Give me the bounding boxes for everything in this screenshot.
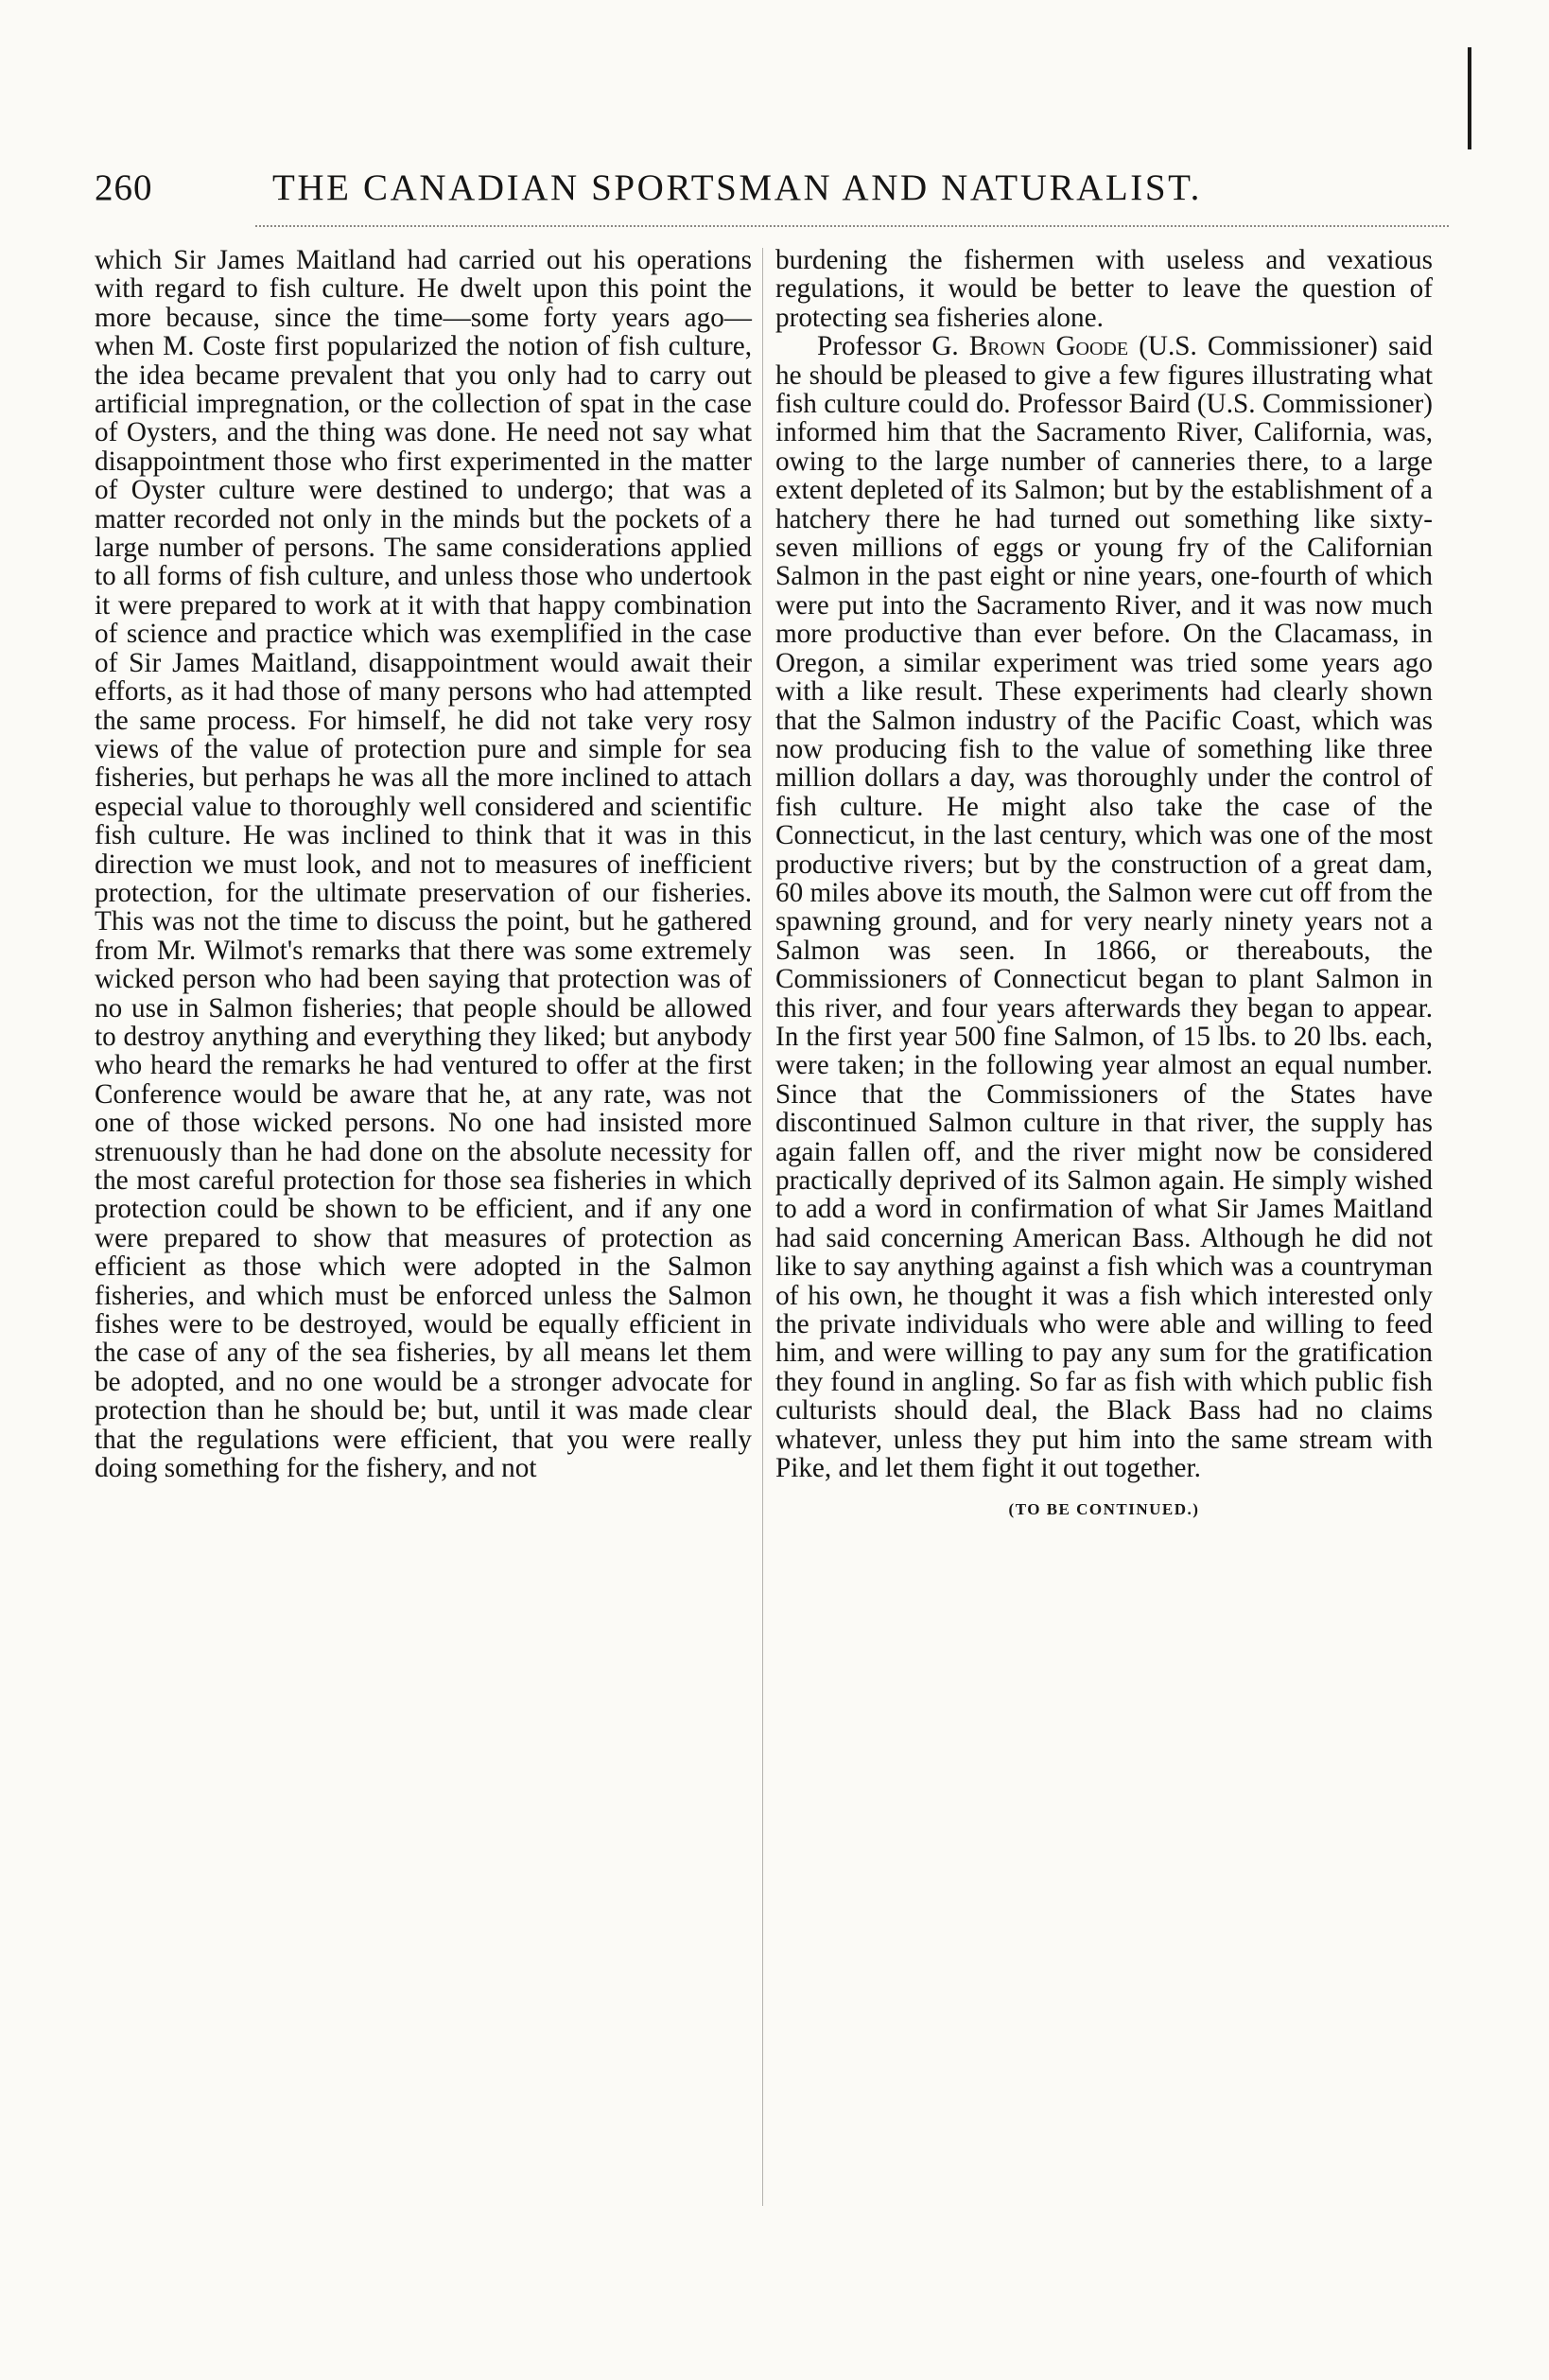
continued-notice: (TO BE CONTINUED.) bbox=[1008, 1500, 1200, 1519]
page-number: 260 bbox=[95, 167, 153, 208]
left-column bbox=[95, 246, 752, 1482]
left-paragraph-1: which Sir James Maitland had carried out his operations with regard to fish culture. He dwelt upon this point the more because, since the time—some forty years ago—when M. Coste first popularized the notion of fish culture, the idea became prevalent that you only had to carry out artificial impregnation, or the collection of spat in the case of Oysters, and the thing was done. He need not say what disappointment those who first experimented in the matter of Oyster culture were destined to undergo; that was a matter recorded not only in the minds but the pockets of a large number of persons. The same considerations applied to all forms of fish culture, and unless those who undertook it were prepared to work at it with that happy combination of science and practice which was exemplified in the case of Sir James Maitland, disappointment would await their efforts, as it had those of many persons who had attempted the same process. For himself, he did not take very rosy views of the value of protection pure and simple for sea fisheries, but perhaps he was all the more inclined to attach especial value to thoroughly well considered and scientific fish culture. He was inclined to think that it was in this direction we must look, and not to measures of inefficient protection, for the ultimate preservation of our fisheries. This was not the time to discuss the point, but he gathered from Mr. Wilmot's remarks that there was some extremely wicked person who had been saying that protection was of no use in Salmon fisheries; that people should be allowed to destroy anything and everything they liked; but anybody who heard the remarks he had ventured to offer at the first Conference would be aware that he, at any rate, was not one of those wicked persons. No one had insisted more strenuously than he had done on the absolute necessity for the most careful protection for those sea fisheries in which protection could be shown to be efficient, and if any one were prepared to show that measures of protection as efficient as those which were adopted in the Salmon fisheries, and which must be enforced unless the Salmon fishes were to be destroyed, would be equally efficient in the case of any of the sea fisheries, by all means let them be adopted, and no one would be a stronger advocate for protection than he should be; but, until it was made clear that the regulations were efficient, that you were really doing something for the fishery, and not bbox=[95, 245, 752, 1484]
right-paragraph-2 bbox=[775, 332, 1433, 1482]
right-column bbox=[775, 246, 1433, 1525]
column-divider bbox=[762, 248, 763, 2206]
running-header bbox=[95, 166, 1447, 214]
right-paragraph-1: burdening the fishermen with useless and vexatious regulations, it would be better to leave the question of protecting sea fisheries alone. bbox=[775, 245, 1433, 333]
page-edge-mark bbox=[1468, 47, 1471, 149]
header-rule bbox=[255, 225, 1449, 227]
journal-title: THE CANADIAN SPORTSMAN AND NATURALIST. bbox=[272, 167, 1203, 208]
speaker-prefix: Professor G. bbox=[817, 331, 969, 362]
right-paragraph-2-body: (U.S. Commissioner) said he should be pleased to give a few figures illustrating what fish culture could do. Professor Baird (U.S. Commissioner) informed him that the Sacramento River, California, was, owing to the large number of canneries there, to a large extent depleted of its Salmon; but by the establishment of a hatchery there he had turned out something like sixty-seven millions of eggs or young fry of the Californian Salmon in the past eight or nine years, one-fourth of which were put into the Sacramento River, and it was now much more productive than ever before. On the Clacamass, in Oregon, a similar experiment was tried some years ago with a like result. These experiments had clearly shown that the Salmon industry of the Pacific Coast, which was now producing fish to the value of something like three million dollars a day, was thoroughly under the control of fish culture. He might also take the case of the Connecticut, in the last century, which was one of the most productive rivers; but by the construction of a great dam, 60 miles above its mouth, the Salmon were cut off from the spawning ground, and for very nearly ninety years not a Salmon was seen. In 1866, or thereabouts, the Commissioners of Connecticut began to plant Salmon in this river, and four years afterwards they began to appear. In the first year 500 fine Salmon, of 15 lbs. to 20 lbs. each, were taken; in the following year almost an equal number. Since that the Commissioners of the States have discontinued Salmon culture in that river, the supply has again fallen off, and the river might now be considered practically deprived of its Salmon again. He simply wished to add a word in confirmation of what Sir James Maitland had said concerning American Bass. Although he did not like to say anything against a fish which was a countryman of his own, he thought it was a fish which interested only the private individuals who were able and willing to feed him, and were willing to pay any sum for the gratification they found in angling. So far as fish with which public fish culturists should deal, the Black Bass had no claims whatever, unless they put him into the same stream with Pike, and let them fight it out together. bbox=[775, 331, 1433, 1484]
speaker-name: Brown Goode bbox=[968, 331, 1129, 362]
